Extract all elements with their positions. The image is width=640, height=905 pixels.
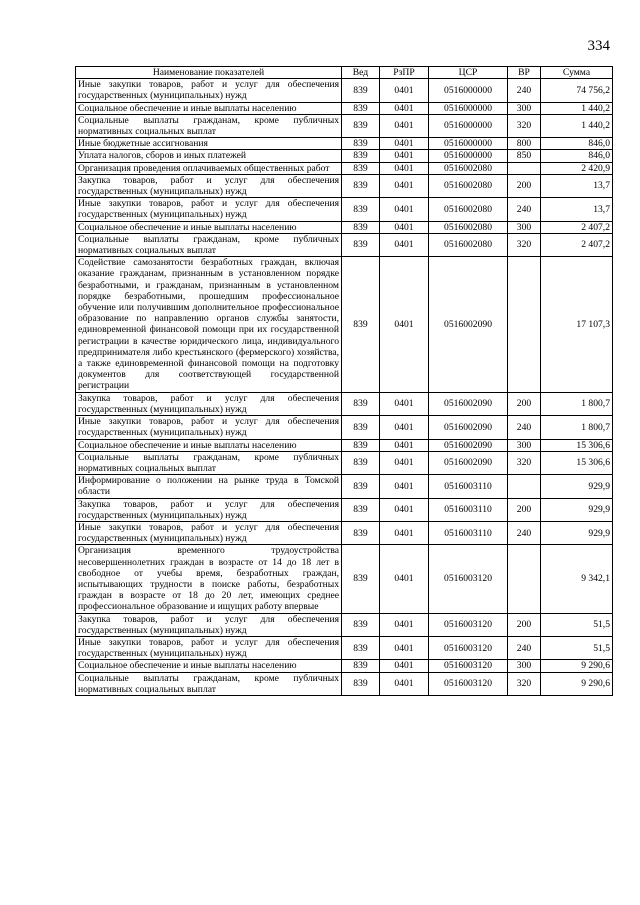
cell-ved: 839 [342,545,380,613]
cell-csr: 0516003110 [429,521,508,544]
cell-rzpr: 0401 [380,162,429,174]
cell-ved: 839 [342,150,380,162]
table-row [76,475,613,498]
cell-name: Социальное обеспечение и иные выплаты населению [76,221,342,233]
table-row [76,138,613,150]
cell-csr: 0516003120 [429,545,508,613]
cell-sum: 846,0 [541,138,613,150]
cell-sum: 2 420,9 [541,162,613,174]
table-body [76,79,613,696]
cell-name: Иные закупки товаров, работ и услуг для обеспечения государственных (муниципальных) нужд [76,636,342,659]
cell-ved: 839 [342,102,380,114]
table-header-row [76,67,613,79]
cell-sum: 929,9 [541,498,613,521]
cell-csr: 0516003110 [429,475,508,498]
cell-vr: 850 [508,150,541,162]
cell-vr [508,475,541,498]
cell-ved: 839 [342,233,380,256]
table-row [76,174,613,197]
table-row [76,416,613,439]
header-ved: Вед [342,67,380,79]
table-row [76,114,613,137]
cell-vr: 320 [508,451,541,474]
cell-vr: 240 [508,198,541,221]
cell-sum: 9 290,6 [541,672,613,695]
cell-vr [508,545,541,613]
cell-ved: 839 [342,162,380,174]
cell-sum: 929,9 [541,521,613,544]
cell-csr: 0516000000 [429,150,508,162]
cell-sum: 51,5 [541,636,613,659]
cell-rzpr: 0401 [380,102,429,114]
cell-rzpr: 0401 [380,138,429,150]
table-row [76,79,613,102]
cell-vr: 300 [508,660,541,672]
cell-ved: 839 [342,498,380,521]
cell-name: Социальные выплаты гражданам, кроме публичных нормативных социальных выплат [76,672,342,695]
table-row [76,392,613,415]
cell-csr: 0516002080 [429,174,508,197]
table-row [76,150,613,162]
cell-rzpr: 0401 [380,451,429,474]
cell-name: Социальное обеспечение и иные выплаты населению [76,660,342,672]
table-row [76,521,613,544]
cell-rzpr: 0401 [380,660,429,672]
table-row [76,636,613,659]
cell-ved: 839 [342,198,380,221]
table-row [76,439,613,451]
cell-csr: 0516002080 [429,233,508,256]
cell-sum: 9 342,1 [541,545,613,613]
cell-ved: 839 [342,451,380,474]
cell-name: Закупка товаров, работ и услуг для обеспечения государственных (муниципальных) нужд [76,613,342,636]
cell-name: Уплата налогов, сборов и иных платежей [76,150,342,162]
cell-csr: 0516000000 [429,79,508,102]
cell-sum: 13,7 [541,198,613,221]
cell-name: Информирование о положении на рынке труда в Томской области [76,475,342,498]
cell-name: Организация временного трудоустройства несовершеннолетних граждан в возрасте от 14 до 18 лет в свободное от учебы время, безработных граждан, испытывающих трудности в поиске работы, безработных граждан в возрасте от 18 до 20 лет, имеющих среднее профессиональное образование и ищущих работу впервые [76,545,342,613]
cell-csr: 0516003120 [429,672,508,695]
cell-csr: 0516003120 [429,660,508,672]
cell-sum: 846,0 [541,150,613,162]
cell-ved: 839 [342,521,380,544]
table-row [76,545,613,613]
cell-csr: 0516000000 [429,114,508,137]
cell-rzpr: 0401 [380,613,429,636]
header-rzpr: РзПР [380,67,429,79]
cell-csr: 0516002090 [429,392,508,415]
cell-csr: 0516002080 [429,198,508,221]
table-row [76,613,613,636]
cell-name: Социальные выплаты гражданам, кроме публичных нормативных социальных выплат [76,451,342,474]
cell-ved: 839 [342,613,380,636]
header-vr: ВР [508,67,541,79]
cell-sum: 17 107,3 [541,257,613,392]
cell-rzpr: 0401 [380,521,429,544]
cell-sum: 1 440,2 [541,114,613,137]
cell-ved: 839 [342,392,380,415]
cell-rzpr: 0401 [380,198,429,221]
cell-csr: 0516003110 [429,498,508,521]
table-row [76,102,613,114]
cell-vr: 240 [508,521,541,544]
cell-sum: 2 407,2 [541,233,613,256]
cell-rzpr: 0401 [380,174,429,197]
cell-sum: 15 306,6 [541,451,613,474]
table-row [76,221,613,233]
cell-rzpr: 0401 [380,636,429,659]
cell-ved: 839 [342,660,380,672]
cell-rzpr: 0401 [380,498,429,521]
table-row [76,198,613,221]
cell-ved: 839 [342,475,380,498]
cell-vr: 200 [508,174,541,197]
cell-name: Социальные выплаты гражданам, кроме публичных нормативных социальных выплат [76,233,342,256]
cell-rzpr: 0401 [380,439,429,451]
cell-sum: 15 306,6 [541,439,613,451]
table-row [76,162,613,174]
cell-ved: 839 [342,221,380,233]
cell-name: Иные бюджетные ассигнования [76,138,342,150]
cell-ved: 839 [342,416,380,439]
cell-csr: 0516002080 [429,221,508,233]
cell-ved: 839 [342,636,380,659]
cell-ved: 839 [342,174,380,197]
cell-sum: 1 800,7 [541,392,613,415]
cell-vr: 300 [508,102,541,114]
cell-csr: 0516002090 [429,416,508,439]
cell-rzpr: 0401 [380,392,429,415]
cell-vr: 320 [508,672,541,695]
cell-name: Иные закупки товаров, работ и услуг для обеспечения государственных (муниципальных) нужд [76,198,342,221]
cell-rzpr: 0401 [380,233,429,256]
cell-vr: 320 [508,114,541,137]
cell-csr: 0516003120 [429,613,508,636]
cell-rzpr: 0401 [380,257,429,392]
page-number: 334 [587,38,610,54]
cell-csr: 0516002090 [429,439,508,451]
cell-ved: 839 [342,672,380,695]
cell-ved: 839 [342,114,380,137]
cell-vr: 240 [508,416,541,439]
cell-name: Закупка товаров, работ и услуг для обеспечения государственных (муниципальных) нужд [76,392,342,415]
cell-rzpr: 0401 [380,475,429,498]
cell-vr: 240 [508,636,541,659]
table-row [76,498,613,521]
cell-sum: 9 290,6 [541,660,613,672]
cell-vr: 320 [508,233,541,256]
cell-sum: 2 407,2 [541,221,613,233]
cell-rzpr: 0401 [380,416,429,439]
cell-vr: 200 [508,613,541,636]
cell-ved: 839 [342,439,380,451]
table-row [76,672,613,695]
cell-sum: 1 800,7 [541,416,613,439]
cell-name: Иные закупки товаров, работ и услуг для обеспечения государственных (муниципальных) нужд [76,521,342,544]
cell-vr: 300 [508,439,541,451]
cell-rzpr: 0401 [380,150,429,162]
table-row [76,257,613,392]
cell-rzpr: 0401 [380,545,429,613]
budget-table [75,66,613,696]
cell-vr: 200 [508,498,541,521]
table-row [76,233,613,256]
cell-rzpr: 0401 [380,221,429,233]
header-csr: ЦСР [429,67,508,79]
cell-ved: 839 [342,138,380,150]
header-sum: Сумма [541,67,613,79]
cell-vr [508,162,541,174]
cell-csr: 0516000000 [429,102,508,114]
cell-name: Закупка товаров, работ и услуг для обеспечения государственных (муниципальных) нужд [76,498,342,521]
cell-vr: 200 [508,392,541,415]
cell-name: Иные закупки товаров, работ и услуг для обеспечения государственных (муниципальных) нужд [76,416,342,439]
cell-sum: 1 440,2 [541,102,613,114]
cell-vr: 800 [508,138,541,150]
cell-rzpr: 0401 [380,79,429,102]
cell-name: Социальное обеспечение и иные выплаты населению [76,439,342,451]
cell-rzpr: 0401 [380,114,429,137]
cell-name: Организация проведения оплачиваемых общественных работ [76,162,342,174]
cell-csr: 0516002090 [429,257,508,392]
cell-name: Иные закупки товаров, работ и услуг для обеспечения государственных (муниципальных) нужд [76,79,342,102]
cell-csr: 0516000000 [429,138,508,150]
table-row [76,660,613,672]
cell-name: Социальное обеспечение и иные выплаты населению [76,102,342,114]
cell-sum: 51,5 [541,613,613,636]
cell-vr [508,257,541,392]
cell-csr: 0516002090 [429,451,508,474]
cell-sum: 929,9 [541,475,613,498]
cell-sum: 74 756,2 [541,79,613,102]
cell-name: Закупка товаров, работ и услуг для обеспечения государственных (муниципальных) нужд [76,174,342,197]
cell-ved: 839 [342,257,380,392]
cell-vr: 300 [508,221,541,233]
cell-sum: 13,7 [541,174,613,197]
cell-vr: 240 [508,79,541,102]
cell-csr: 0516002080 [429,162,508,174]
table-row [76,451,613,474]
cell-rzpr: 0401 [380,672,429,695]
cell-csr: 0516003120 [429,636,508,659]
cell-ved: 839 [342,79,380,102]
header-name: Наименование показателей [76,67,342,79]
cell-name: Социальные выплаты гражданам, кроме публичных нормативных социальных выплат [76,114,342,137]
cell-name: Содействие самозанятости безработных граждан, включая оказание гражданам, признанным в установленном порядке безработными, и гражданам, признанным в установленном порядке безработными, прошедшим профессиональное обучение или получившим дополнительное профессиональное образование по направлению органов службы занятости, единовременной финансовой помощи при их государственной регистрации в качестве юридического лица, индивидуального предпринимателя либо крестьянского (фермерского) хозяйства, а также единовременной финансовой помощи на подготовку документов для соответствующей государственной регистрации [76,257,342,392]
